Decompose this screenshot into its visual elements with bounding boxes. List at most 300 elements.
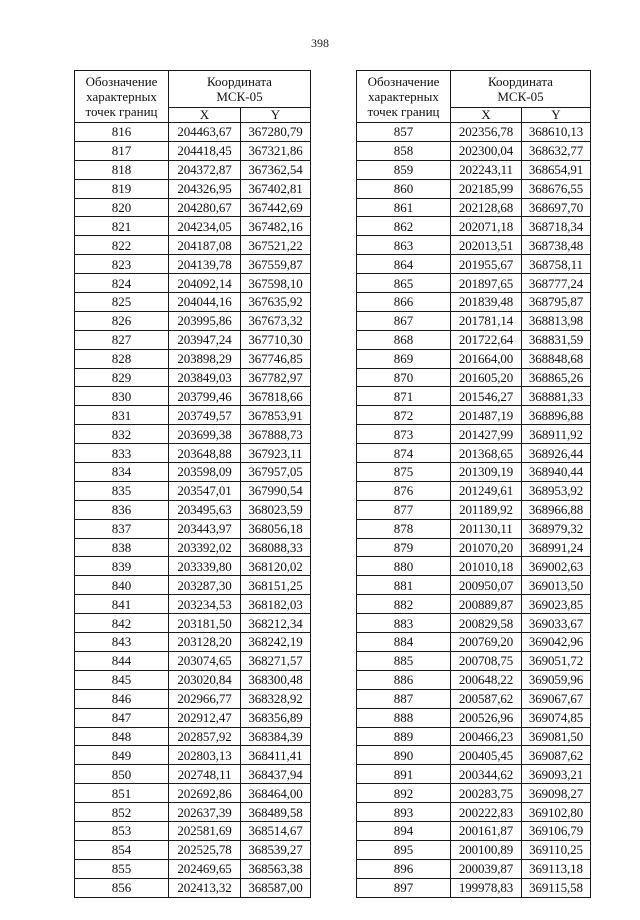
x-coordinate-cell: 204463,67 [169, 123, 241, 142]
table-row [357, 236, 591, 255]
table-row [75, 425, 311, 444]
x-coordinate-cell: 203598,09 [169, 463, 241, 482]
designation-header-line: Обозначение [367, 74, 440, 89]
x-coordinate-cell: 201664,00 [451, 349, 522, 368]
table-row [357, 840, 591, 859]
x-coordinate-cell: 200769,20 [451, 633, 522, 652]
table-row [75, 217, 311, 236]
y-coordinate-cell: 367280,79 [241, 123, 311, 142]
x-coordinate-cell: 202912,47 [169, 708, 241, 727]
x-coordinate-cell: 202243,11 [451, 160, 522, 179]
point-number-cell: 819 [75, 179, 169, 198]
table-row [357, 425, 591, 444]
coordinate-header-line: Координата [488, 74, 553, 89]
point-number-cell: 847 [75, 708, 169, 727]
y-coordinate-cell: 368979,32 [522, 519, 591, 538]
y-coordinate-cell: 368676,55 [522, 179, 591, 198]
point-number-cell: 879 [357, 538, 451, 557]
x-coordinate-cell: 203898,29 [169, 349, 241, 368]
x-coordinate-cell: 203443,97 [169, 519, 241, 538]
x-coordinate-cell: 201722,64 [451, 330, 522, 349]
y-coordinate-cell: 369113,18 [522, 859, 591, 878]
x-coordinate-cell: 202469,65 [169, 859, 241, 878]
x-coordinate-cell: 203234,53 [169, 595, 241, 614]
y-coordinate-cell: 368088,33 [241, 538, 311, 557]
x-coordinate-cell: 203699,38 [169, 425, 241, 444]
point-number-cell: 884 [357, 633, 451, 652]
coordinate-header-line: Координата [207, 74, 272, 89]
table-row [357, 198, 591, 217]
point-number-cell: 825 [75, 293, 169, 312]
x-coordinate-cell: 200587,62 [451, 689, 522, 708]
table-row [357, 519, 591, 538]
point-number-cell: 832 [75, 425, 169, 444]
point-number-cell: 822 [75, 236, 169, 255]
table-row [75, 840, 311, 859]
x-coordinate-cell: 201781,14 [451, 311, 522, 330]
y-coordinate-cell: 369081,50 [522, 727, 591, 746]
point-number-cell: 848 [75, 727, 169, 746]
point-number-cell: 865 [357, 274, 451, 293]
y-coordinate-cell: 369023,85 [522, 595, 591, 614]
x-coordinate-cell: 200344,62 [451, 765, 522, 784]
table-row [75, 708, 311, 727]
point-number-cell: 823 [75, 255, 169, 274]
y-coordinate-cell: 368182,03 [241, 595, 311, 614]
x-coordinate-cell: 203181,50 [169, 614, 241, 633]
table-row [75, 406, 311, 425]
y-coordinate-cell: 368328,92 [241, 689, 311, 708]
y-coordinate-cell: 368587,00 [241, 878, 311, 897]
y-coordinate-cell: 367321,86 [241, 141, 311, 160]
point-number-cell: 853 [75, 821, 169, 840]
table-row [357, 538, 591, 557]
table-row [357, 670, 591, 689]
x-coordinate-cell: 201955,67 [451, 255, 522, 274]
y-coordinate-cell: 368411,41 [241, 746, 311, 765]
y-coordinate-cell: 368831,59 [522, 330, 591, 349]
x-coordinate-cell: 201605,20 [451, 368, 522, 387]
x-coordinate-cell: 201309,19 [451, 463, 522, 482]
point-number-cell: 829 [75, 368, 169, 387]
point-number-cell: 863 [357, 236, 451, 255]
point-number-cell: 873 [357, 425, 451, 444]
table-row [75, 330, 311, 349]
x-coordinate-cell: 200466,23 [451, 727, 522, 746]
y-coordinate-cell: 369013,50 [522, 576, 591, 595]
point-number-cell: 896 [357, 859, 451, 878]
y-coordinate-cell: 368464,00 [241, 784, 311, 803]
y-coordinate-cell: 369059,96 [522, 670, 591, 689]
y-coordinate-cell: 368881,33 [522, 387, 591, 406]
x-coordinate-cell: 201546,27 [451, 387, 522, 406]
y-coordinate-cell: 367957,05 [241, 463, 311, 482]
x-coordinate-cell: 202966,77 [169, 689, 241, 708]
x-coordinate-cell: 200829,58 [451, 614, 522, 633]
y-coordinate-cell: 367559,87 [241, 255, 311, 274]
x-coordinate-cell: 203339,80 [169, 557, 241, 576]
coordinate-header [451, 71, 591, 108]
table-row [75, 821, 311, 840]
table-row [75, 651, 311, 670]
point-number-cell: 855 [75, 859, 169, 878]
y-coordinate-cell: 369098,27 [522, 784, 591, 803]
x-coordinate-cell: 202857,92 [169, 727, 241, 746]
table-row [357, 481, 591, 500]
coordinates-table-left [74, 70, 311, 898]
y-coordinate-cell: 369115,58 [522, 878, 591, 897]
point-number-cell: 820 [75, 198, 169, 217]
y-coordinate-cell: 367746,85 [241, 349, 311, 368]
y-coordinate-cell: 368926,44 [522, 444, 591, 463]
point-number-cell: 821 [75, 217, 169, 236]
y-column-header: Y [241, 108, 311, 123]
table-row [75, 727, 311, 746]
x-coordinate-cell: 204326,95 [169, 179, 241, 198]
x-coordinate-cell: 202748,11 [169, 765, 241, 784]
designation-header-line: Обозначение [85, 74, 158, 89]
table-row [75, 803, 311, 822]
table-row [357, 123, 591, 142]
point-number-cell: 889 [357, 727, 451, 746]
y-coordinate-cell: 368242,19 [241, 633, 311, 652]
y-coordinate-cell: 367362,54 [241, 160, 311, 179]
y-coordinate-cell: 368271,57 [241, 651, 311, 670]
designation-header [75, 71, 169, 123]
table-row [75, 160, 311, 179]
point-number-cell: 833 [75, 444, 169, 463]
y-coordinate-cell: 367673,32 [241, 311, 311, 330]
y-coordinate-cell: 368437,94 [241, 765, 311, 784]
point-number-cell: 850 [75, 765, 169, 784]
point-number-cell: 837 [75, 519, 169, 538]
table-row [75, 859, 311, 878]
y-coordinate-cell: 368539,27 [241, 840, 311, 859]
y-coordinate-cell: 368514,67 [241, 821, 311, 840]
y-coordinate-cell: 369042,96 [522, 633, 591, 652]
point-number-cell: 841 [75, 595, 169, 614]
y-coordinate-cell: 368023,59 [241, 500, 311, 519]
table-row [75, 387, 311, 406]
table-row [357, 217, 591, 236]
table-row [357, 708, 591, 727]
coordinate-system-label: МСК-05 [497, 89, 544, 104]
y-coordinate-cell: 367990,54 [241, 481, 311, 500]
x-coordinate-cell: 201010,18 [451, 557, 522, 576]
y-coordinate-cell: 368777,24 [522, 274, 591, 293]
table-row [75, 595, 311, 614]
designation-header-line: характерных [368, 89, 439, 104]
y-coordinate-cell: 368848,68 [522, 349, 591, 368]
point-number-cell: 854 [75, 840, 169, 859]
y-coordinate-cell: 368632,77 [522, 141, 591, 160]
point-number-cell: 890 [357, 746, 451, 765]
x-coordinate-cell: 202071,18 [451, 217, 522, 236]
x-coordinate-cell: 202692,86 [169, 784, 241, 803]
x-coordinate-cell: 202356,78 [451, 123, 522, 142]
y-coordinate-cell: 368056,18 [241, 519, 311, 538]
point-number-cell: 860 [357, 179, 451, 198]
point-number-cell: 875 [357, 463, 451, 482]
point-number-cell: 843 [75, 633, 169, 652]
table-row [75, 576, 311, 595]
point-number-cell: 861 [357, 198, 451, 217]
point-number-cell: 888 [357, 708, 451, 727]
x-coordinate-cell: 202185,99 [451, 179, 522, 198]
point-number-cell: 862 [357, 217, 451, 236]
table-row [75, 538, 311, 557]
designation-header-line: точек границ [367, 104, 440, 119]
x-coordinate-cell: 204092,14 [169, 274, 241, 293]
point-number-cell: 872 [357, 406, 451, 425]
table-row [357, 746, 591, 765]
x-coordinate-cell: 203849,03 [169, 368, 241, 387]
table-row [357, 595, 591, 614]
table-row [75, 670, 311, 689]
point-number-cell: 874 [357, 444, 451, 463]
y-coordinate-cell: 368300,48 [241, 670, 311, 689]
x-coordinate-cell: 204418,45 [169, 141, 241, 160]
point-number-cell: 830 [75, 387, 169, 406]
point-number-cell: 858 [357, 141, 451, 160]
table-row [357, 633, 591, 652]
point-number-cell: 868 [357, 330, 451, 349]
y-coordinate-cell: 367818,66 [241, 387, 311, 406]
y-coordinate-cell: 368120,02 [241, 557, 311, 576]
table-row [75, 481, 311, 500]
y-coordinate-cell: 368813,98 [522, 311, 591, 330]
x-coordinate-cell: 200100,89 [451, 840, 522, 859]
point-number-cell: 857 [357, 123, 451, 142]
x-coordinate-cell: 204234,05 [169, 217, 241, 236]
table-row [357, 349, 591, 368]
designation-header-line: характерных [86, 89, 157, 104]
y-coordinate-cell: 369106,79 [522, 821, 591, 840]
table-row [357, 821, 591, 840]
table-row [75, 179, 311, 198]
point-number-cell: 849 [75, 746, 169, 765]
x-coordinate-cell: 204280,67 [169, 198, 241, 217]
point-number-cell: 869 [357, 349, 451, 368]
x-coordinate-cell: 202637,39 [169, 803, 241, 822]
x-coordinate-cell: 200161,87 [451, 821, 522, 840]
point-number-cell: 866 [357, 293, 451, 312]
point-number-cell: 859 [357, 160, 451, 179]
point-number-cell: 839 [75, 557, 169, 576]
table-row [75, 614, 311, 633]
table-row [357, 878, 591, 897]
y-coordinate-cell: 369067,67 [522, 689, 591, 708]
x-coordinate-cell: 200405,45 [451, 746, 522, 765]
point-number-cell: 895 [357, 840, 451, 859]
point-number-cell: 894 [357, 821, 451, 840]
point-number-cell: 885 [357, 651, 451, 670]
x-column-header: X [169, 108, 241, 123]
x-coordinate-cell: 200039,87 [451, 859, 522, 878]
y-coordinate-cell: 369102,80 [522, 803, 591, 822]
point-number-cell: 856 [75, 878, 169, 897]
point-number-cell: 842 [75, 614, 169, 633]
point-number-cell: 834 [75, 463, 169, 482]
table-row [357, 576, 591, 595]
table-row [75, 878, 311, 897]
x-coordinate-cell: 204139,78 [169, 255, 241, 274]
x-coordinate-cell: 203749,57 [169, 406, 241, 425]
point-number-cell: 818 [75, 160, 169, 179]
x-coordinate-cell: 202803,13 [169, 746, 241, 765]
point-number-cell: 840 [75, 576, 169, 595]
x-coordinate-cell: 200283,75 [451, 784, 522, 803]
y-coordinate-cell: 369033,67 [522, 614, 591, 633]
point-number-cell: 870 [357, 368, 451, 387]
table-row [75, 746, 311, 765]
point-number-cell: 897 [357, 878, 451, 897]
point-number-cell: 876 [357, 481, 451, 500]
x-column-header: X [451, 108, 522, 123]
x-coordinate-cell: 200950,07 [451, 576, 522, 595]
x-coordinate-cell: 204044,16 [169, 293, 241, 312]
y-coordinate-cell: 367923,11 [241, 444, 311, 463]
x-coordinate-cell: 202413,32 [169, 878, 241, 897]
y-coordinate-cell: 368865,26 [522, 368, 591, 387]
x-coordinate-cell: 203495,63 [169, 500, 241, 519]
y-coordinate-cell: 368151,25 [241, 576, 311, 595]
y-coordinate-cell: 367521,22 [241, 236, 311, 255]
point-number-cell: 887 [357, 689, 451, 708]
y-coordinate-cell: 368896,88 [522, 406, 591, 425]
point-number-cell: 827 [75, 330, 169, 349]
x-coordinate-cell: 201368,65 [451, 444, 522, 463]
y-coordinate-cell: 369087,62 [522, 746, 591, 765]
table-row [357, 803, 591, 822]
y-column-header: Y [522, 108, 591, 123]
table-row [357, 500, 591, 519]
table-row [357, 765, 591, 784]
y-coordinate-cell: 369051,72 [522, 651, 591, 670]
y-coordinate-cell: 368356,89 [241, 708, 311, 727]
table-row [75, 293, 311, 312]
x-coordinate-cell: 203547,01 [169, 481, 241, 500]
y-coordinate-cell: 368738,48 [522, 236, 591, 255]
y-coordinate-cell: 369110,25 [522, 840, 591, 859]
page-number: 398 [311, 36, 329, 50]
point-number-cell: 891 [357, 765, 451, 784]
point-number-cell: 817 [75, 141, 169, 160]
x-coordinate-cell: 203074,65 [169, 651, 241, 670]
y-coordinate-cell: 368953,92 [522, 481, 591, 500]
table-row [75, 500, 311, 519]
y-coordinate-cell: 369002,63 [522, 557, 591, 576]
table-row [75, 198, 311, 217]
table-row [357, 689, 591, 708]
x-coordinate-cell: 202525,78 [169, 840, 241, 859]
point-number-cell: 881 [357, 576, 451, 595]
table-row [75, 311, 311, 330]
x-coordinate-cell: 204187,08 [169, 236, 241, 255]
x-coordinate-cell: 203947,24 [169, 330, 241, 349]
point-number-cell: 892 [357, 784, 451, 803]
point-number-cell: 831 [75, 406, 169, 425]
table-row [75, 255, 311, 274]
table-row [357, 406, 591, 425]
y-coordinate-cell: 367782,97 [241, 368, 311, 387]
y-coordinate-cell: 369074,85 [522, 708, 591, 727]
point-number-cell: 877 [357, 500, 451, 519]
point-number-cell: 846 [75, 689, 169, 708]
point-number-cell: 816 [75, 123, 169, 142]
point-number-cell: 852 [75, 803, 169, 822]
x-coordinate-cell: 203020,84 [169, 670, 241, 689]
point-number-cell: 826 [75, 311, 169, 330]
y-coordinate-cell: 368610,13 [522, 123, 591, 142]
table-body [357, 123, 591, 898]
y-coordinate-cell: 368911,92 [522, 425, 591, 444]
point-number-cell: 851 [75, 784, 169, 803]
table-row [75, 349, 311, 368]
x-coordinate-cell: 203392,02 [169, 538, 241, 557]
y-coordinate-cell: 368697,70 [522, 198, 591, 217]
x-coordinate-cell: 201839,48 [451, 293, 522, 312]
y-coordinate-cell: 368212,34 [241, 614, 311, 633]
y-coordinate-cell: 367442,69 [241, 198, 311, 217]
table-row [357, 557, 591, 576]
x-coordinate-cell: 203995,86 [169, 311, 241, 330]
table-row [357, 160, 591, 179]
y-coordinate-cell: 367635,92 [241, 293, 311, 312]
y-coordinate-cell: 367853,91 [241, 406, 311, 425]
point-number-cell: 845 [75, 670, 169, 689]
table-row [357, 274, 591, 293]
coordinates-table-right [356, 70, 591, 898]
y-coordinate-cell: 367888,73 [241, 425, 311, 444]
x-coordinate-cell: 201897,65 [451, 274, 522, 293]
point-number-cell: 838 [75, 538, 169, 557]
table-row [357, 368, 591, 387]
x-coordinate-cell: 201130,11 [451, 519, 522, 538]
coordinate-header [169, 71, 311, 108]
x-coordinate-cell: 201487,19 [451, 406, 522, 425]
point-number-cell: 882 [357, 595, 451, 614]
point-number-cell: 878 [357, 519, 451, 538]
table-body [75, 123, 311, 898]
point-number-cell: 844 [75, 651, 169, 670]
x-coordinate-cell: 202581,69 [169, 821, 241, 840]
x-coordinate-cell: 200648,22 [451, 670, 522, 689]
y-coordinate-cell: 368966,88 [522, 500, 591, 519]
x-coordinate-cell: 202128,68 [451, 198, 522, 217]
point-number-cell: 867 [357, 311, 451, 330]
point-number-cell: 835 [75, 481, 169, 500]
point-number-cell: 886 [357, 670, 451, 689]
x-coordinate-cell: 200526,96 [451, 708, 522, 727]
point-number-cell: 828 [75, 349, 169, 368]
table-row [357, 255, 591, 274]
y-coordinate-cell: 368940,44 [522, 463, 591, 482]
table-row [357, 463, 591, 482]
x-coordinate-cell: 201070,20 [451, 538, 522, 557]
table-row [75, 784, 311, 803]
x-coordinate-cell: 201427,99 [451, 425, 522, 444]
point-number-cell: 893 [357, 803, 451, 822]
table-row [357, 293, 591, 312]
table-row [357, 784, 591, 803]
y-coordinate-cell: 368489,58 [241, 803, 311, 822]
point-number-cell: 880 [357, 557, 451, 576]
x-coordinate-cell: 202013,51 [451, 236, 522, 255]
table-row [75, 633, 311, 652]
table-row [75, 519, 311, 538]
table-row [357, 614, 591, 633]
